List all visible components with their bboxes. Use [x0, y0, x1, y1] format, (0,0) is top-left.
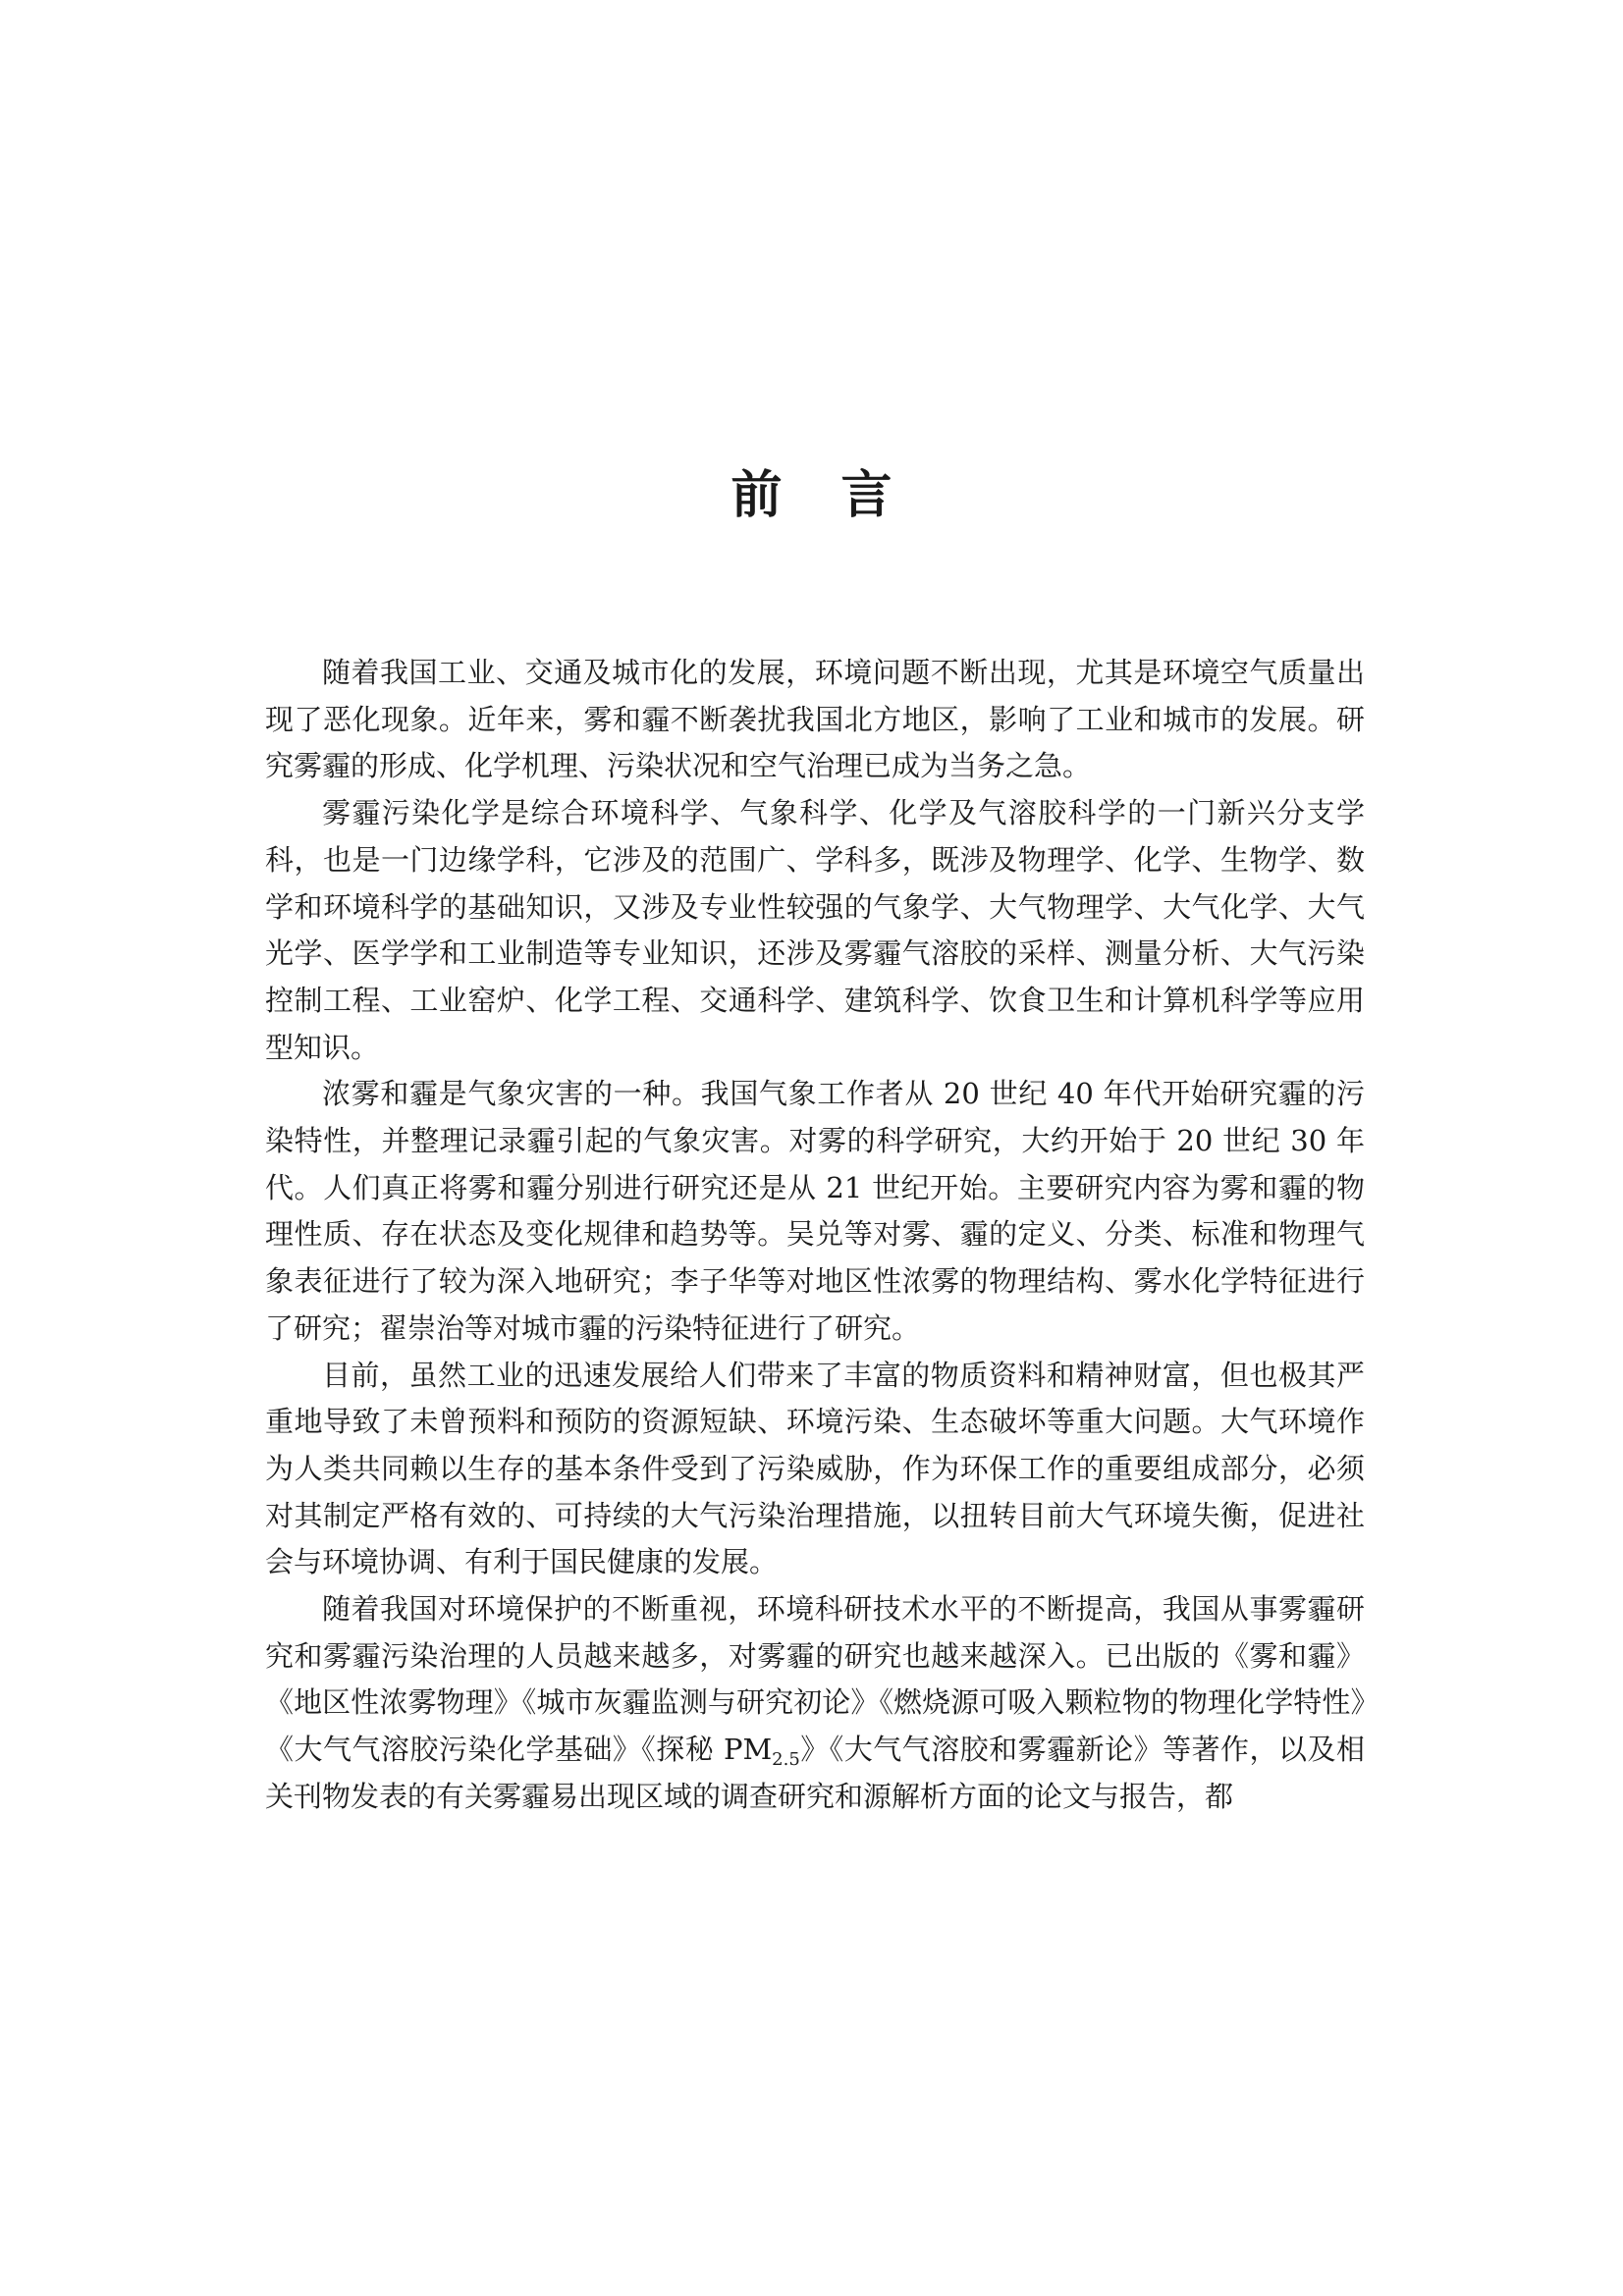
- paragraph: [265, 1586, 1365, 1821]
- paragraph: 雾霾污染化学是综合环境科学、气象科学、化学及气溶胶科学的一门新兴分支学科，也是一门边缘学科，它涉及的范围广、学科多，既涉及物理学、化学、生物学、数学和环境科学的基础知识，又涉及专业性较强的气象学、大气物理学、大气化学、大气光学、医学学和工业制造等专业知识，还涉及雾霾气溶胶的采样、测量分析、大气污染控制工程、工业窑炉、化学工程、交通科学、建筑科学、饮食卫生和计算机科学等应用型知识。: [265, 796, 1365, 1064]
- paragraph-text: 》《大气气溶胶和雾霾新论》等著作，以及相关刊物发表的有关雾霾易出现区域的调查研究和源解析方面的论文与报告，都: [265, 1733, 1365, 1813]
- subscript: 2.5: [772, 1749, 800, 1771]
- page-title: 前言: [730, 465, 951, 525]
- paragraph: 目前，虽然工业的迅速发展给人们带来了丰富的物质资料和精神财富，但也极其严重地导致了未曾预料和预防的资源短缺、环境污染、生态破坏等重大问题。大气环境作为人类共同赖以生存的基本条件受到了污染威胁，作为环保工作的重要组成部分，必须对其制定严格有效的、可持续的大气污染治理措施，以扭转目前大气环境失衡，促进社会与环境协调、有利于国民健康的发展。: [265, 1358, 1365, 1579]
- paragraph: 浓雾和霾是气象灾害的一种。我国气象工作者从 20 世纪 40 年代开始研究霾的污染特性，并整理记录霾引起的气象灾害。对雾的科学研究，大约开始于 20 世纪 30 年代。人们真正将雾和霾分别进行研究还是从 21 世纪开始。主要研究内容为雾和霾的物理性质、存在状态及变化规律和趋势等。吴兑等对雾、霾的定义、分类、标准和物理气象表征进行了较为深入地研究；李子华等对地区性浓雾的物理结构、雾水化学特征进行了研究；翟崇治等对城市霾的污染特征进行了研究。: [265, 1077, 1365, 1345]
- body-text: [265, 650, 1365, 1821]
- paragraph: 随着我国工业、交通及城市化的发展，环境问题不断出现，尤其是环境空气质量出现了恶化现象。近年来，雾和霾不断袭扰我国北方地区，影响了工业和城市的发展。研究雾霾的形成、化学机理、污染状况和空气治理已成为当务之急。: [265, 656, 1365, 783]
- paragraph-text: 随着我国对环境保护的不断重视，环境科研技术水平的不断提高，我国从事雾霾研究和雾霾污染治理的人员越来越多，对雾霾的研究也越来越深入。已出版的《雾和霾》《地区性浓雾物理》《城市灰霾监测与研究初论》《燃烧源可吸入颗粒物的物理化学特性》《大气气溶胶污染化学基础》《探秘 PM: [265, 1592, 1365, 1767]
